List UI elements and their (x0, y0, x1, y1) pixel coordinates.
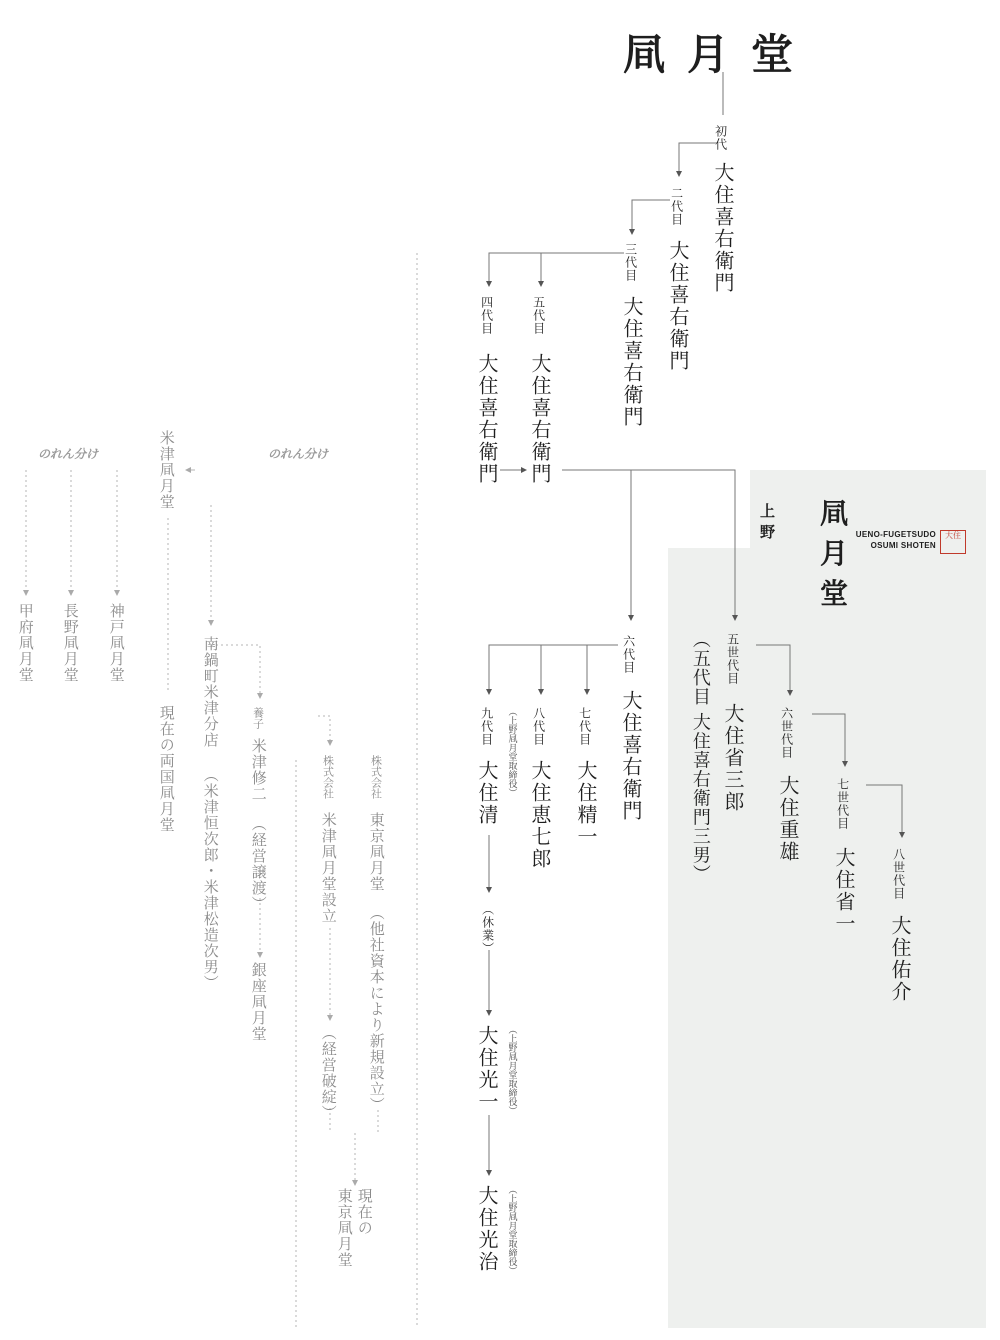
gen-3-name: 大住喜右衛門 (620, 296, 644, 428)
tokyo-fugetsudo-now: 東京凬月堂 (335, 1188, 354, 1268)
tokyo-kk-note: （他社資本により新規設立） (367, 905, 386, 1113)
gen-8-name: 大住恵七郎 (528, 760, 552, 870)
ueno-logo-en-line1: UENO-FUGETSUDO (855, 530, 936, 539)
keiei-hatan: （経営破綻） (319, 1025, 338, 1121)
koichi-role: （上野凬月堂取締役） (506, 1025, 517, 1115)
gen-5-name: 大住喜右衛門 (528, 353, 552, 485)
koji-name: 大住光治 (475, 1185, 499, 1273)
sedai-7-label: 七世代目 (835, 778, 850, 830)
tokyo-fugetsudo-kk: 東京凬月堂 (367, 812, 386, 892)
gen-1-name: 大住喜右衛門 (711, 162, 735, 294)
kofu-fugetsudo: 甲府凬月堂 (16, 603, 35, 683)
gen-9-label: 九代目 (479, 707, 494, 746)
gen-2-label: 二代目 (669, 187, 684, 226)
gen-8-label: 八代目 (531, 707, 546, 746)
koji-role: （上野凬月堂取締役） (506, 1185, 517, 1275)
sedai-8-label: 八世代目 (891, 848, 906, 900)
sedai-5-name: 大住省三郎 (721, 703, 745, 813)
gen-7-label: 七代目 (577, 707, 592, 746)
sedai-6-name: 大住重雄 (776, 775, 800, 863)
osumi-seal-stamp: 大住 (940, 530, 966, 554)
gen-6-label: 六代目 (621, 635, 636, 674)
sedai-7-name: 大住省一 (832, 847, 856, 935)
ginza-fugetsudo: 銀座凬月堂 (249, 962, 268, 1042)
yonezu-kk-founded: 米津凬月堂設立 (319, 812, 338, 924)
gen-6-name: 大住喜右衛門 (619, 690, 643, 822)
yonezu-fugetsudo: 米津凬月堂 (157, 430, 176, 510)
ueno-logo-en-line2: OSUMI SHOTEN (870, 541, 936, 550)
kobe-fugetsudo: 神戸凬月堂 (107, 603, 126, 683)
nagano-fugetsudo: 長野凬月堂 (61, 603, 80, 683)
gen-2-name: 大住喜右衛門 (666, 240, 690, 372)
kk-label-tokyo: 株式会社 (369, 755, 383, 799)
fugetsudo-logo: 凬月堂 (623, 30, 816, 79)
kk-label-yonezu: 株式会社 (321, 755, 335, 799)
gen-5-label: 五代目 (531, 296, 546, 335)
sedai-6-label: 六世代目 (779, 707, 794, 759)
minaminabe-note: （米津恒次郎・米津松造次男） (201, 767, 220, 991)
gen-3-label: 三代目 (623, 243, 638, 282)
kyugyo-label: （休業） (480, 903, 495, 955)
ueno-logo-prefix: 上野 (760, 502, 790, 541)
yoshi-label: 養子 (251, 707, 265, 729)
ryogoku-fugetsudo: 現在の両国凬月堂 (157, 705, 176, 833)
gen-1-label: 初代 (713, 125, 728, 151)
gen-4-label: 四代目 (479, 296, 494, 335)
minaminabe-branch: 南鍋町米津分店 (201, 636, 220, 748)
gen-8-role: （上野凬月堂取締役） (506, 707, 517, 797)
yonezu-shuji: 米津修二 (249, 738, 268, 802)
gen-7-name: 大住精一 (574, 760, 598, 848)
gen-4-name: 大住喜右衛門 (475, 353, 499, 485)
noren-wake-label-right: のれん分け (268, 447, 329, 461)
sedai-8-name: 大住佑介 (888, 915, 912, 1003)
shuji-note: （経営譲渡） (249, 816, 268, 912)
sedai-5-label: 五世代目 (725, 633, 740, 685)
gen-9-name: 大住清 (475, 760, 499, 826)
koichi-name: 大住光一 (475, 1025, 499, 1113)
sedai-5-note: （五代目 大住喜右衛門三男） (689, 630, 711, 884)
genzai-label: 現在の (355, 1188, 374, 1236)
ueno-logo-name: 凬月堂 (820, 497, 859, 610)
noren-wake-label-left: のれん分け (38, 447, 99, 461)
